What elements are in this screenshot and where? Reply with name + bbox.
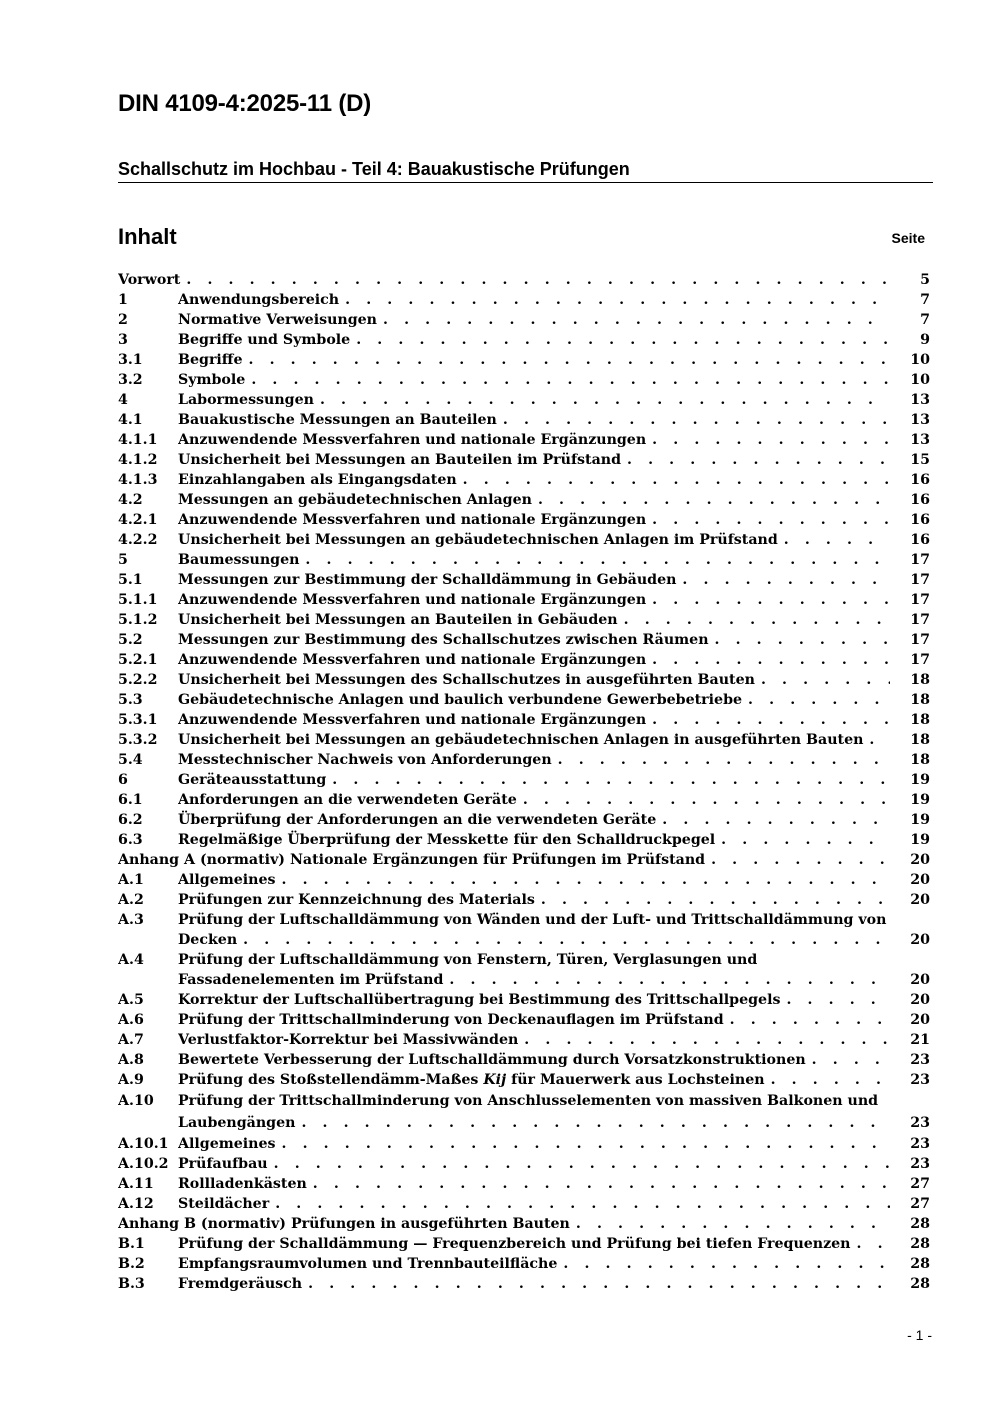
toc-entry-title: Regelmäßige Überprüfung der Messkette für den Schalldruckpegel (178, 832, 716, 848)
toc-entry-title: Bauakustische Messungen an Bauteilen (178, 412, 497, 428)
toc-entry-title-pre: Prüfung des Stoßstellendämm-Maßes (178, 1072, 484, 1088)
toc-entry-5-1[interactable] (118, 570, 930, 590)
toc-entry-page: 16 (910, 492, 930, 508)
toc-entry-4[interactable] (118, 390, 930, 410)
toc-entry-number: 4.1.1 (118, 432, 158, 448)
toc-entry-page: 17 (910, 652, 930, 668)
toc-entry-title: Anwendungsbereich (178, 292, 340, 308)
toc-entry-number: A.7 (118, 1032, 144, 1048)
toc-entry-6[interactable] (118, 770, 930, 790)
dot-leader (652, 710, 890, 730)
toc-entry-page: 15 (910, 452, 930, 468)
toc-entry-a-12[interactable] (118, 1194, 930, 1214)
toc-entry-title: Baumessungen (178, 552, 300, 568)
toc-entry-number: A.6 (118, 1012, 144, 1028)
toc-entry-b-2[interactable] (118, 1254, 930, 1274)
toc-entry-page: 18 (910, 752, 930, 768)
toc-entry-b-3[interactable] (118, 1274, 930, 1294)
toc-entry-title: Bewertete Verbesserung der Luftschalldämmung durch Vorsatzkonstruktionen (178, 1052, 806, 1068)
dot-leader (538, 490, 890, 510)
toc-entry-3[interactable] (118, 330, 930, 350)
toc-entry-page: 7 (920, 292, 930, 308)
toc-entry-title: Anzuwendende Messverfahren und nationale Ergänzungen (178, 432, 647, 448)
toc-entry-number: 5.4 (118, 752, 143, 768)
toc-entry-page: 18 (910, 712, 930, 728)
document-title: DIN 4109-4:2025-11 (D) (118, 90, 372, 117)
toc-entry-title: Messungen zur Bestimmung des Schallschutzes zwischen Räumen (178, 632, 709, 648)
dot-leader (812, 1050, 890, 1070)
toc-entry-number: 4.2 (118, 492, 143, 508)
toc-entry-page: 21 (910, 1032, 930, 1048)
toc-entry-page: 7 (920, 312, 930, 328)
toc-entry-title: Symbole (178, 372, 246, 388)
toc-entry-5-1-2[interactable] (118, 610, 930, 630)
dot-leader (784, 530, 890, 550)
toc-entry-title: Prüfung der Schalldämmung — Frequenzbereich und Prüfung bei tiefen Frequenzen (178, 1236, 851, 1252)
toc-entry-3-1[interactable] (118, 350, 930, 370)
toc-entry-a-10-1[interactable] (118, 1134, 930, 1154)
toc-entry-page: 20 (910, 992, 930, 1008)
dot-leader (715, 630, 890, 650)
dot-leader (251, 370, 890, 390)
toc-entry-title-line2: Laubengängen (178, 1115, 296, 1131)
toc-entry-page: 20 (910, 932, 930, 948)
dot-leader (771, 1070, 890, 1090)
dot-leader (576, 1214, 890, 1234)
toc-entry-page: 16 (910, 472, 930, 488)
toc-entry-4-2-2[interactable] (118, 530, 930, 550)
toc-entry-a-9[interactable] (118, 1070, 930, 1090)
toc-entry-4-2[interactable] (118, 490, 930, 510)
toc-entry-number: 5.2.1 (118, 652, 158, 668)
toc-entry-title: Empfangsraumvolumen und Trennbauteilfläche (178, 1256, 558, 1272)
toc-entry-number: B.3 (118, 1276, 145, 1292)
toc-entry-5-3-1[interactable] (118, 710, 930, 730)
toc-entry-b-1[interactable] (118, 1234, 930, 1254)
toc-entry-title: Begriffe und Symbole (178, 332, 351, 348)
toc-entry-4-1-3[interactable] (118, 470, 930, 490)
toc-entry-page: 23 (910, 1156, 930, 1172)
dot-leader (748, 690, 890, 710)
toc-entry-title-line1: Prüfung der Luftschalldämmung von Fenstern, Türen, Verglasungen und (178, 952, 758, 968)
toc-entry-number: A.10.2 (118, 1156, 169, 1172)
toc-entry-title: Prüfungen zur Kennzeichnung des Materials (178, 892, 535, 908)
table-of-contents (118, 270, 930, 1294)
dot-leader (308, 1274, 890, 1294)
dot-leader (313, 1174, 890, 1194)
document-subtitle: Schallschutz im Hochbau - Teil 4: Bauakustische Prüfungen (118, 158, 933, 183)
toc-entry-5-1-1[interactable] (118, 590, 930, 610)
toc-entry-title: Anforderungen an die verwendeten Geräte (178, 792, 517, 808)
toc-entry-number: 5.2 (118, 632, 143, 648)
toc-entry-5[interactable] (118, 550, 930, 570)
dot-leader (662, 810, 890, 830)
toc-entry-title: Normative Verweisungen (178, 312, 377, 328)
toc-entry-title: Geräteausstattung (178, 772, 327, 788)
toc-entry-title-post: für Mauerwerk aus Lochsteinen (506, 1072, 765, 1088)
toc-entry-title-line2: Fassadenelementen im Prüfstand (178, 972, 444, 988)
toc-entry-anhang-a[interactable] (118, 850, 930, 870)
dot-leader (711, 850, 890, 870)
toc-entry-number: A.4 (118, 952, 144, 968)
dot-leader (524, 1030, 890, 1050)
toc-entry-number: 3 (118, 332, 128, 348)
dot-leader (869, 730, 890, 750)
toc-entry-a-2[interactable] (118, 890, 930, 910)
toc-entry-title: Anhang B (normativ) Prüfungen in ausgeführten Bauten (118, 1216, 570, 1232)
toc-entry-a-1[interactable] (118, 870, 930, 890)
toc-entry-title: Anzuwendende Messverfahren und nationale Ergänzungen (178, 592, 647, 608)
toc-entry-number: 3.1 (118, 352, 143, 368)
toc-entry-page: 16 (910, 512, 930, 528)
toc-entry-number: 4.2.2 (118, 532, 158, 548)
dot-leader (449, 970, 890, 990)
toc-entry-vorwort[interactable] (118, 270, 930, 290)
toc-entry-page: 13 (910, 412, 930, 428)
toc-entry-1[interactable] (118, 290, 930, 310)
toc-entry-page: 16 (910, 532, 930, 548)
toc-entry-5-2-2[interactable] (118, 670, 930, 690)
dot-leader (305, 550, 890, 570)
toc-entry-page: 9 (920, 332, 930, 348)
toc-entry-title: Anzuwendende Messverfahren und nationale Ergänzungen (178, 712, 647, 728)
toc-entry-page: 18 (910, 732, 930, 748)
toc-entry-title: Messungen an gebäudetechnischen Anlagen (178, 492, 532, 508)
dot-leader (523, 790, 890, 810)
toc-entry-page: 10 (910, 372, 930, 388)
dot-leader (652, 650, 890, 670)
toc-entry-number: 5.3.1 (118, 712, 158, 728)
dot-leader (541, 890, 890, 910)
toc-entry-4-1-2[interactable] (118, 450, 930, 470)
toc-entry-title: Unsicherheit bei Messungen an gebäudetechnischen Anlagen im Prüfstand (178, 532, 778, 548)
toc-entry-title: Steildächer (178, 1196, 270, 1212)
toc-entry-title: Prüfung der Trittschallminderung von Deckenauflagen im Prüfstand (178, 1012, 724, 1028)
dot-leader (563, 1254, 890, 1274)
toc-entry-number: 5.2.2 (118, 672, 158, 688)
dot-leader (652, 510, 890, 530)
toc-entry-page: 20 (910, 892, 930, 908)
toc-entry-page: 19 (910, 812, 930, 828)
toc-entry-page: 19 (910, 832, 930, 848)
toc-entry-number: 6.2 (118, 812, 143, 828)
toc-entry-6-3[interactable] (118, 830, 930, 850)
dot-leader (243, 930, 890, 950)
dot-leader (274, 1154, 890, 1174)
dot-leader (721, 830, 890, 850)
toc-entry-number: 2 (118, 312, 128, 328)
dot-leader (345, 290, 890, 310)
toc-entry-title-line1: Prüfung der Luftschalldämmung von Wänden und der Luft- und Trittschalldämmung von (178, 912, 887, 928)
toc-entry-4-1[interactable] (118, 410, 930, 430)
dot-leader (624, 610, 890, 630)
toc-entry-number: A.3 (118, 912, 144, 928)
toc-entry-page: 19 (910, 772, 930, 788)
toc-entry-5-2-1[interactable] (118, 650, 930, 670)
toc-entry-page: 5 (920, 272, 930, 288)
toc-entry-page: 23 (910, 1052, 930, 1068)
toc-entry-number: A.12 (118, 1196, 154, 1212)
toc-entry-2[interactable] (118, 310, 930, 330)
toc-entry-page: 20 (910, 852, 930, 868)
toc-entry-number: 4.1 (118, 412, 143, 428)
toc-entry-4-1-1[interactable] (118, 430, 930, 450)
toc-entry-title: Unsicherheit bei Messungen an gebäudetechnischen Anlagen in ausgeführten Bauten (178, 732, 864, 748)
toc-entry-number: 4.1.2 (118, 452, 158, 468)
toc-entry-title: Korrektur der Luftschallübertragung bei Bestimmung des Trittschallpegels (178, 992, 781, 1008)
dot-leader (786, 990, 890, 1010)
toc-entry-title: Verlustfaktor-Korrektur bei Massivwänden (178, 1032, 519, 1048)
toc-entry-a-5[interactable] (118, 990, 930, 1010)
toc-entry-title: Unsicherheit bei Messungen des Schallschutzes in ausgeführten Bauten (178, 672, 755, 688)
toc-entry-title: Messungen zur Bestimmung der Schalldämmung in Gebäuden (178, 572, 677, 588)
toc-entry-a-8[interactable] (118, 1050, 930, 1070)
toc-entry-anhang-b[interactable] (118, 1214, 930, 1234)
toc-entry-page: 23 (910, 1115, 930, 1131)
toc-entry-page: 18 (910, 672, 930, 688)
toc-entry-number: 6.1 (118, 792, 143, 808)
toc-entry-page: 17 (910, 632, 930, 648)
toc-entry-number: A.9 (118, 1072, 144, 1088)
dot-leader (503, 410, 890, 430)
toc-entry-a-11[interactable] (118, 1174, 930, 1194)
toc-entry-title: Allgemeines (178, 1136, 276, 1152)
toc-entry-number: 5.1.2 (118, 612, 158, 628)
toc-entry-title: Unsicherheit bei Messungen an Bauteilen in Gebäuden (178, 612, 618, 628)
dot-leader (282, 1134, 891, 1154)
toc-entry-title: Gebäudetechnische Anlagen und baulich verbundene Gewerbebetriebe (178, 692, 743, 708)
dot-leader (186, 270, 890, 290)
toc-entry-number: 5.3 (118, 692, 143, 708)
toc-entry-number: 5 (118, 552, 128, 568)
toc-entry-page: 17 (910, 552, 930, 568)
toc-entry-page: 23 (910, 1072, 930, 1088)
toc-entry-number: 5.1 (118, 572, 143, 588)
toc-entry-title-line2: Decken (178, 932, 238, 948)
dot-leader (248, 350, 890, 370)
toc-entry-5-4[interactable] (118, 750, 930, 770)
toc-entry-title: Messtechnischer Nachweis von Anforderungen (178, 752, 552, 768)
toc-entry-number: 6.3 (118, 832, 143, 848)
toc-entry-number: A.10.1 (118, 1136, 169, 1152)
dot-leader (282, 870, 891, 890)
toc-entry-title: Fremdgeräusch (178, 1276, 303, 1292)
toc-entry-page: 28 (910, 1216, 930, 1232)
toc-entry-page: 20 (910, 872, 930, 888)
toc-entry-a-10-2[interactable] (118, 1154, 930, 1174)
toc-entry-5-3[interactable] (118, 690, 930, 710)
toc-entry-page: 27 (910, 1176, 930, 1192)
toc-entry-title: Begriffe (178, 352, 243, 368)
dot-leader (652, 590, 890, 610)
toc-entry-number: A.1 (118, 872, 144, 888)
dot-leader (301, 1112, 890, 1134)
dot-leader (463, 470, 890, 490)
toc-entry-title: Prüfaufbau (178, 1156, 268, 1172)
toc-entry-page: 13 (910, 392, 930, 408)
toc-entry-page: 28 (910, 1276, 930, 1292)
dot-leader (320, 390, 890, 410)
toc-entry-page: 28 (910, 1236, 930, 1252)
toc-entry-page: 27 (910, 1196, 930, 1212)
toc-entry-a-7[interactable] (118, 1030, 930, 1050)
dot-leader (730, 1010, 890, 1030)
toc-entry-number: 4.2.1 (118, 512, 158, 528)
toc-entry-page: 10 (910, 352, 930, 368)
dot-leader (627, 450, 890, 470)
toc-entry-page: 28 (910, 1256, 930, 1272)
toc-entry-number: 6 (118, 772, 128, 788)
toc-entry-title: Unsicherheit bei Messungen an Bauteilen im Prüfstand (178, 452, 622, 468)
toc-entry-number: 3.2 (118, 372, 143, 388)
toc-entry-6-1[interactable] (118, 790, 930, 810)
toc-entry-page: 19 (910, 792, 930, 808)
toc-entry-title: Labormessungen (178, 392, 314, 408)
toc-entry-page: 13 (910, 432, 930, 448)
toc-entry-number: A.10 (118, 1093, 154, 1109)
dot-leader (558, 750, 890, 770)
toc-entry-title: Allgemeines (178, 872, 276, 888)
toc-entry-number: 1 (118, 292, 128, 308)
toc-entry-a-4[interactable] (118, 950, 930, 990)
dot-leader (356, 330, 890, 350)
dot-leader (383, 310, 890, 330)
toc-entry-a-6[interactable] (118, 1010, 930, 1030)
toc-entry-number: B.1 (118, 1236, 145, 1252)
dot-leader (857, 1234, 891, 1254)
toc-entry-page: 17 (910, 592, 930, 608)
toc-entry-title: Vorwort (118, 272, 181, 288)
toc-entry-title-line1: Prüfung der Trittschallminderung von Anschlusselementen von massiven Balkonen und (178, 1093, 879, 1109)
toc-entry-page: 20 (910, 1012, 930, 1028)
toc-heading: Inhalt (118, 224, 177, 249)
toc-entry-6-2[interactable] (118, 810, 930, 830)
toc-entry-number: A.8 (118, 1052, 144, 1068)
toc-entry-a-3[interactable] (118, 910, 930, 950)
toc-entry-title: Anzuwendende Messverfahren und nationale Ergänzungen (178, 512, 647, 528)
kij-symbol: Kij (483, 1072, 507, 1088)
toc-entry-page: 20 (910, 972, 930, 988)
toc-entry-number: A.11 (118, 1176, 154, 1192)
toc-entry-5-3-2[interactable] (118, 730, 930, 750)
page-column-label: Seite (891, 230, 925, 246)
page-number: - 1 - (907, 1327, 932, 1343)
toc-entry-number: 5.3.2 (118, 732, 158, 748)
toc-entry-5-2[interactable] (118, 630, 930, 650)
dot-leader (652, 430, 890, 450)
toc-entry-title: Anhang A (normativ) Nationale Ergänzungen für Prüfungen im Prüfstand (118, 852, 706, 868)
toc-entry-a-10[interactable] (118, 1090, 930, 1134)
toc-entry-number: A.2 (118, 892, 144, 908)
toc-entry-title: Anzuwendende Messverfahren und nationale Ergänzungen (178, 652, 647, 668)
toc-entry-3-2[interactable] (118, 370, 930, 390)
toc-entry-number: 4 (118, 392, 128, 408)
dot-leader (761, 670, 890, 690)
toc-entry-number: A.5 (118, 992, 144, 1008)
dot-leader (682, 570, 890, 590)
toc-entry-page: 17 (910, 612, 930, 628)
dot-leader (332, 770, 890, 790)
toc-entry-number: 4.1.3 (118, 472, 158, 488)
toc-entry-number: 5.1.1 (118, 592, 158, 608)
toc-entry-page: 18 (910, 692, 930, 708)
toc-entry-title: Rollladenkästen (178, 1176, 307, 1192)
toc-entry-4-2-1[interactable] (118, 510, 930, 530)
toc-entry-title: Überprüfung der Anforderungen an die verwendeten Geräte (178, 812, 657, 828)
toc-entry-page: 23 (910, 1136, 930, 1152)
toc-entry-title: Einzahlangaben als Eingangsdaten (178, 472, 457, 488)
toc-entry-page: 17 (910, 572, 930, 588)
toc-entry-number: B.2 (118, 1256, 145, 1272)
dot-leader (275, 1194, 890, 1214)
